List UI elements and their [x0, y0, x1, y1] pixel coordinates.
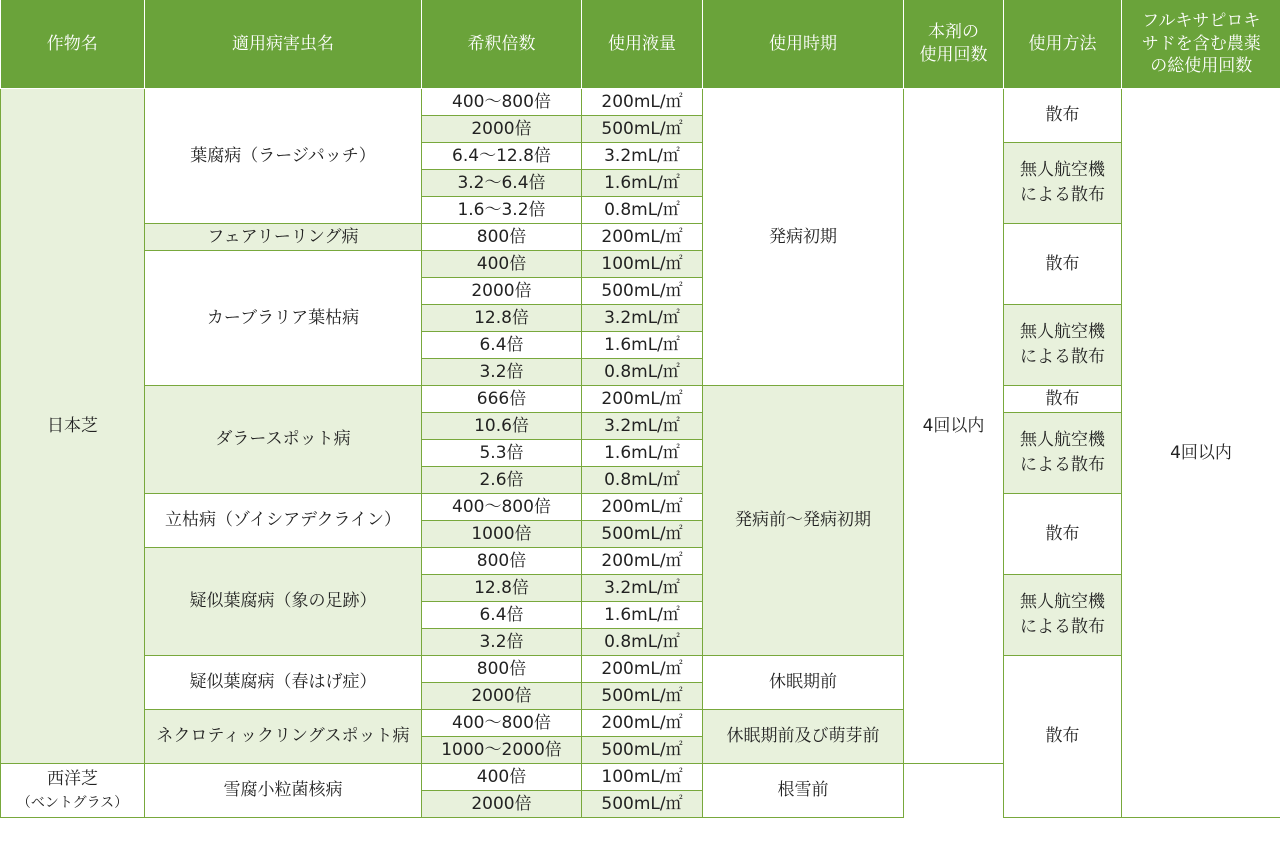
disease-cell: カーブラリア葉枯病	[145, 251, 422, 386]
dilution-cell: 2000倍	[422, 791, 582, 818]
disease-cell: フェアリーリング病	[145, 224, 422, 251]
volume-cell: 0.8mL/㎡	[582, 467, 703, 494]
crop-cell: 西洋芝 （ベントグラス）	[1, 764, 145, 818]
dilution-cell: 1000倍	[422, 521, 582, 548]
header-crop: 作物名	[1, 0, 145, 89]
table-row	[1, 494, 1280, 521]
table-row	[1, 656, 1280, 683]
table-row	[1, 224, 1280, 251]
crop-cell: 日本芝	[1, 89, 145, 764]
volume-cell: 500mL/㎡	[582, 521, 703, 548]
volume-cell: 0.8mL/㎡	[582, 197, 703, 224]
dilution-cell: 400～800倍	[422, 710, 582, 737]
dilution-cell: 12.8倍	[422, 305, 582, 332]
volume-cell: 1.6mL/㎡	[582, 170, 703, 197]
dilution-cell: 6.4倍	[422, 332, 582, 359]
method-cell: 無人航空機 による散布	[1004, 413, 1122, 494]
method-cell: 無人航空機 による散布	[1004, 575, 1122, 656]
method-cell: 散布	[1004, 494, 1122, 575]
dilution-cell: 3.2倍	[422, 359, 582, 386]
timing-cell: 発病前～発病初期	[703, 386, 904, 656]
dilution-cell: 6.4倍	[422, 602, 582, 629]
header-row	[1, 0, 1280, 89]
dilution-cell: 10.6倍	[422, 413, 582, 440]
dilution-cell: 6.4～12.8倍	[422, 143, 582, 170]
dilution-cell: 12.8倍	[422, 575, 582, 602]
volume-cell: 3.2mL/㎡	[582, 305, 703, 332]
disease-cell: 立枯病（ゾイシアデクライン）	[145, 494, 422, 548]
method-cell: 散布	[1004, 89, 1122, 143]
dilution-cell: 2000倍	[422, 683, 582, 710]
dilution-cell: 3.2倍	[422, 629, 582, 656]
total-count-cell: 4回以内	[1122, 89, 1280, 818]
disease-cell: 葉腐病（ラージパッチ）	[145, 89, 422, 224]
dilution-cell: 1000～2000倍	[422, 737, 582, 764]
volume-cell: 500mL/㎡	[582, 278, 703, 305]
volume-cell: 200mL/㎡	[582, 386, 703, 413]
dilution-cell: 400倍	[422, 251, 582, 278]
method-cell: 散布	[1004, 386, 1122, 413]
header-total-count: フルキサピロキ サドを含む農薬 の総使用回数	[1122, 0, 1280, 89]
volume-cell: 0.8mL/㎡	[582, 629, 703, 656]
disease-cell: ダラースポット病	[145, 386, 422, 494]
dilution-cell: 3.2～6.4倍	[422, 170, 582, 197]
dilution-cell: 5.3倍	[422, 440, 582, 467]
method-cell: 無人航空機 による散布	[1004, 143, 1122, 224]
volume-cell: 500mL/㎡	[582, 737, 703, 764]
table-row	[1, 89, 1280, 116]
disease-cell: ネクロティックリングスポット病	[145, 710, 422, 764]
method-cell: 散布	[1004, 656, 1122, 818]
dilution-cell: 400倍	[422, 764, 582, 791]
dilution-cell: 2000倍	[422, 116, 582, 143]
volume-cell: 200mL/㎡	[582, 656, 703, 683]
dilution-cell: 400～800倍	[422, 494, 582, 521]
volume-cell: 100mL/㎡	[582, 251, 703, 278]
header-method: 使用方法	[1004, 0, 1122, 89]
volume-cell: 1.6mL/㎡	[582, 440, 703, 467]
volume-cell: 1.6mL/㎡	[582, 602, 703, 629]
dilution-cell: 2.6倍	[422, 467, 582, 494]
dilution-cell: 800倍	[422, 548, 582, 575]
header-usage-count: 本剤の 使用回数	[904, 0, 1004, 89]
dilution-cell: 2000倍	[422, 278, 582, 305]
volume-cell: 3.2mL/㎡	[582, 575, 703, 602]
disease-cell: 雪腐小粒菌核病	[145, 764, 422, 818]
volume-cell: 0.8mL/㎡	[582, 359, 703, 386]
timing-cell: 根雪前	[703, 764, 904, 818]
volume-cell: 200mL/㎡	[582, 224, 703, 251]
volume-cell: 200mL/㎡	[582, 89, 703, 116]
volume-cell: 500mL/㎡	[582, 791, 703, 818]
timing-cell: 発病初期	[703, 89, 904, 386]
dilution-cell: 800倍	[422, 656, 582, 683]
volume-cell: 100mL/㎡	[582, 764, 703, 791]
header-disease: 適用病害虫名	[145, 0, 422, 89]
volume-cell: 500mL/㎡	[582, 116, 703, 143]
header-volume: 使用液量	[582, 0, 703, 89]
header-dilution: 希釈倍数	[422, 0, 582, 89]
method-cell: 散布	[1004, 224, 1122, 305]
dilution-cell: 800倍	[422, 224, 582, 251]
timing-cell: 休眠期前及び萌芽前	[703, 710, 904, 764]
volume-cell: 200mL/㎡	[582, 548, 703, 575]
dilution-cell: 666倍	[422, 386, 582, 413]
table-row	[1, 386, 1280, 413]
volume-cell: 500mL/㎡	[582, 683, 703, 710]
volume-cell: 3.2mL/㎡	[582, 143, 703, 170]
method-cell: 無人航空機 による散布	[1004, 305, 1122, 386]
disease-cell: 疑似葉腐病（春はげ症）	[145, 656, 422, 710]
dilution-cell: 400～800倍	[422, 89, 582, 116]
dilution-cell: 1.6～3.2倍	[422, 197, 582, 224]
header-timing: 使用時期	[703, 0, 904, 89]
volume-cell: 1.6mL/㎡	[582, 332, 703, 359]
volume-cell: 200mL/㎡	[582, 710, 703, 737]
disease-cell: 疑似葉腐病（象の足跡）	[145, 548, 422, 656]
volume-cell: 3.2mL/㎡	[582, 413, 703, 440]
usage-count-cell: 4回以内	[904, 89, 1004, 764]
volume-cell: 200mL/㎡	[582, 494, 703, 521]
timing-cell: 休眠期前	[703, 656, 904, 710]
